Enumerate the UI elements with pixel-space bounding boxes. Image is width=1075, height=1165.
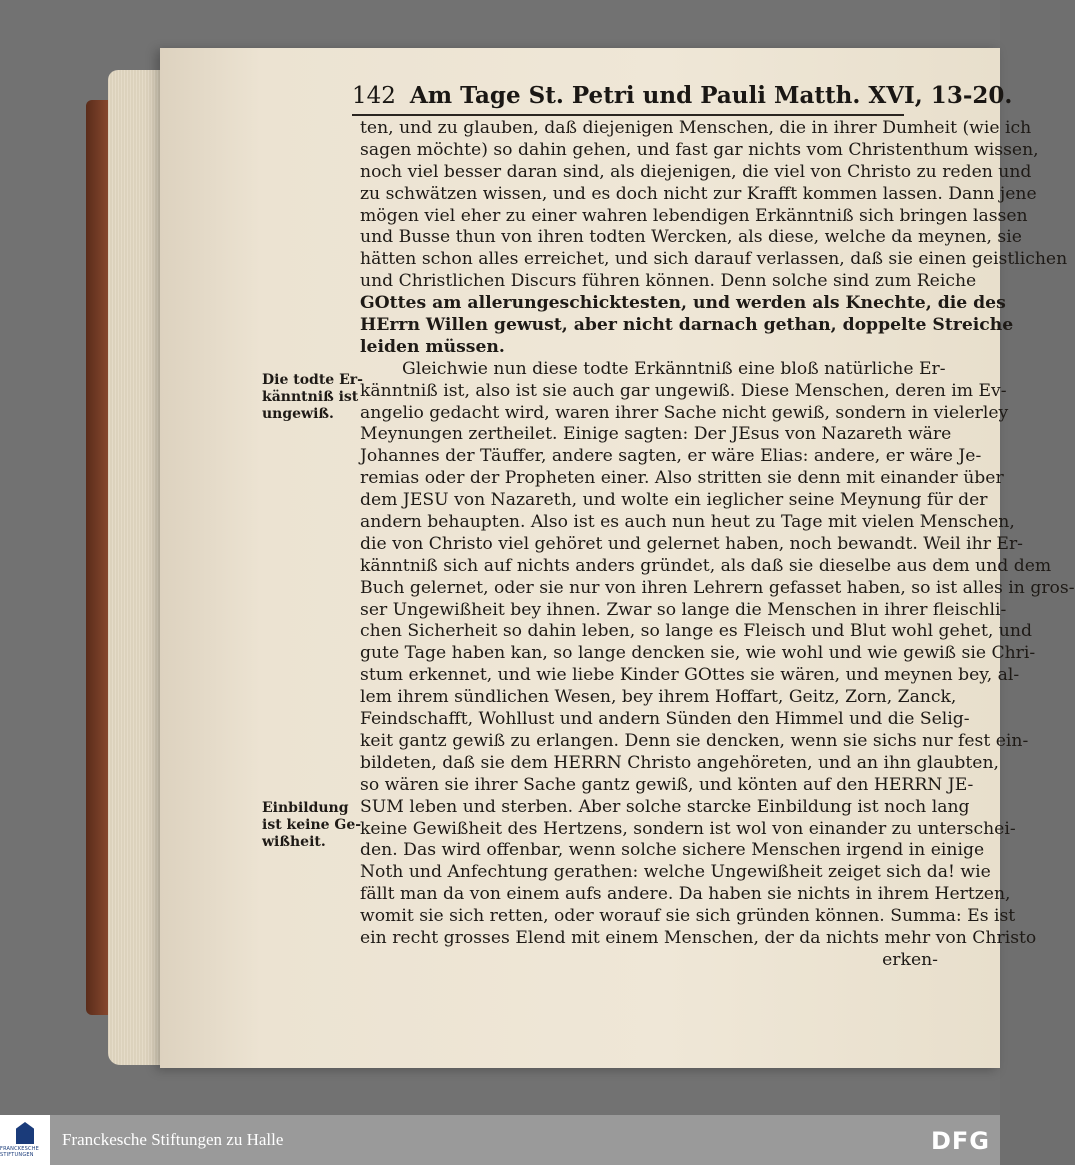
margin-note-todte-erkaenntniss xyxy=(262,372,363,423)
text-line: die von Christo viel gehöret und gelernet haben, noch bewandt. Weil ihr Er- xyxy=(360,533,1023,554)
text-line: so wären sie ihrer Sache gantz gewiß, und könten auf den HERRN JE- xyxy=(360,774,974,795)
text-line: Buch gelernet, oder sie nur von ihren Lehrern gefasset haben, so ist alles in gros- xyxy=(360,577,1075,598)
text-line: bildeten, daß sie dem HERRN Christo angehöreten, und an ihn glaubten, xyxy=(360,752,1000,773)
text-line: dem JESU von Nazareth, und wolte ein ieglicher seine Meynung für der xyxy=(360,490,988,511)
institution-logo[interactable] xyxy=(0,1115,50,1165)
text-line: Johannes der Täuffer, andere sagten, er wäre Elias: andere, er wäre Je- xyxy=(360,446,982,467)
text-line: känntniß sich auf nichts anders gründet, als daß sie dieselbe aus dem und dem xyxy=(360,555,1052,576)
text-line: Gleichwie nun diese todte Erkänntniß eine bloß natürliche Er- xyxy=(402,358,946,379)
text-line: zu schwätzen wissen, und es doch nicht zur Krafft kommen lassen. Dann jene xyxy=(360,183,1037,204)
institution-name[interactable]: Franckesche Stiftungen zu Halle xyxy=(62,1130,284,1149)
text-line: gute Tage haben kan, so lange dencken sie, wie wohl und wie gewiß sie Chri- xyxy=(360,643,1036,664)
margin-note-line: wißheit. xyxy=(262,834,326,850)
text-line: keine Gewißheit des Hertzens, sondern ist wol von einander zu unterschei- xyxy=(360,818,1016,839)
margin-note-line: känntniß ist xyxy=(262,389,359,405)
logo-text: FRANCKESCHE STIFTUNGEN xyxy=(0,1146,40,1158)
margin-note-line: ist keine Ge- xyxy=(262,817,362,833)
text-line: stum erkennet, und wie liebe Kinder GOttes sie wären, und meynen bey, al- xyxy=(360,665,1020,686)
text-line: andern behaupten. Also ist es auch nun heut zu Tage mit vielen Menschen, xyxy=(360,512,1015,533)
margin-note-line: Die todte Er- xyxy=(262,372,363,388)
header-title: Am Tage St. Petri und Pauli Matth. XVI, 13-20. xyxy=(409,82,1013,109)
margin-note-einbildung xyxy=(262,800,360,851)
text-line: GOttes am allerungeschicktesten, und werden als Knechte, die des xyxy=(360,293,1006,314)
text-line: den. Das wird offenbar, wenn solche sichere Menschen irgend in einige xyxy=(360,840,985,861)
text-line: leiden müssen. xyxy=(360,336,505,357)
text-line: HErrn Willen gewust, aber nicht darnach gethan, doppelte Streiche xyxy=(360,315,1014,336)
text-line: SUM leben und sterben. Aber solche starcke Einbildung ist noch lang xyxy=(360,796,970,817)
text-line: ten, und zu glauben, daß diejenigen Menschen, die in ihrer Dumheit (wie ich xyxy=(360,118,1032,138)
text-line: keit gantz gewiß zu erlangen. Denn sie dencken, wenn sie sichs nur fest ein- xyxy=(360,730,1029,751)
text-line: remias oder der Propheten einer. Also stritten sie denn mit einander über xyxy=(360,468,1004,489)
text-line: mögen viel eher zu einer wahren lebendigen Erkänntniß sich bringen lassen xyxy=(360,205,1028,226)
text-line: ser Ungewißheit bey ihnen. Zwar so lange die Menschen in ihrer fleischli- xyxy=(360,599,1007,620)
dfg-logo[interactable]: DFG xyxy=(930,1127,990,1155)
text-line: erken- xyxy=(882,949,938,970)
text-line: angelio gedacht wird, waren ihrer Sache nicht gewiß, sondern in vielerley xyxy=(360,402,1009,423)
text-line: womit sie sich retten, oder worauf sie sich gründen können. Summa: Es ist xyxy=(360,906,1016,927)
text-line: hätten schon alles erreichet, und sich darauf verlassen, daß sie einen geistlichen xyxy=(360,249,1068,270)
text-line: Feindschafft, Wohllust und andern Sünden den Himmel und die Selig- xyxy=(360,709,970,730)
text-line: und Busse thun von ihren todten Wercken, als diese, welche da meynen, sie xyxy=(360,227,1022,248)
page-number: 142 xyxy=(352,83,396,109)
margin-note-line: Einbildung xyxy=(262,800,349,816)
header-rule xyxy=(352,114,904,116)
eagle-emblem-icon xyxy=(16,1122,34,1144)
text-line: ein recht grosses Elend mit einem Menschen, der da nichts mehr von Christo xyxy=(360,927,1037,948)
text-line: und Christlichen Discurs führen können. Denn solche sind zum Reiche xyxy=(360,271,977,292)
text-line: fällt man da von einem aufs andere. Da haben sie nichts in ihrem Hertzen, xyxy=(360,884,1011,905)
running-header xyxy=(352,82,1013,116)
text-line: känntniß ist, also ist sie auch gar ungewiß. Diese Menschen, deren im Ev- xyxy=(360,380,1007,401)
text-line: sagen möchte) so dahin gehen, und fast gar nichts vom Christenthum wissen, xyxy=(360,139,1039,160)
text-line: lem ihrem sündlichen Wesen, bey ihrem Hoffart, Geitz, Zorn, Zanck, xyxy=(360,687,957,708)
margin-note-line: ungewiß. xyxy=(262,406,334,422)
text-line: Meynungen zertheilet. Einige sagten: Der JEsus von Nazareth wäre xyxy=(360,424,952,445)
footer-bar xyxy=(0,1115,1000,1165)
text-line: noch viel besser daran sind, als diejenigen, die viel von Christo zu reden und xyxy=(360,161,1032,182)
body-text xyxy=(360,118,1075,972)
text-line: chen Sicherheit so dahin leben, so lange es Fleisch und Blut wohl gehet, und xyxy=(360,621,1032,642)
text-line: Noth und Anfechtung gerathen: welche Ungewißheit zeiget sich da! wie xyxy=(360,862,991,883)
